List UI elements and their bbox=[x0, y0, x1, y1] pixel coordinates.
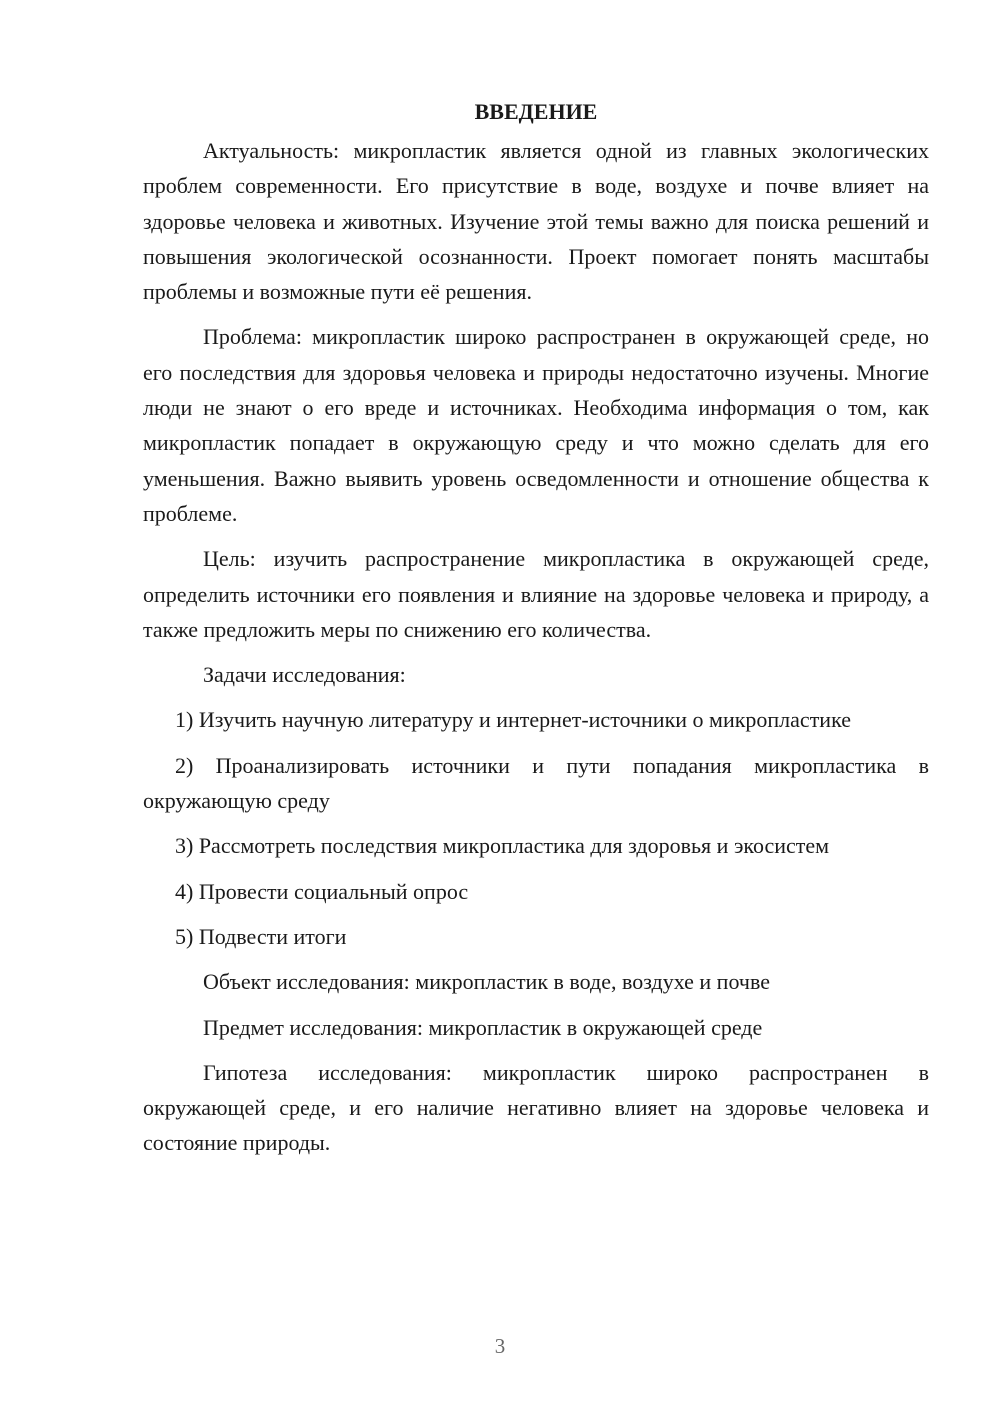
paragraph-problem: Проблема: микропластик широко распространен в окружающей среде, но его последствия для здоровья человека и природы недостаточно изучены. Многие люди не знают о его вреде и источниках. Необходима информация о том, как микропластик попадает в окружающую среду и что можно сделать для его уменьшения. Важно выявить уровень осведомленности и отношение общества к проблеме. bbox=[143, 324, 929, 526]
task-item: 3) Рассмотреть последствия микропластика для здоровья и экосистем bbox=[175, 833, 830, 859]
task-item: 1) Изучить научную литературу и интернет-источники о микропластике bbox=[175, 707, 851, 733]
task-item: 2) Проанализировать источники и пути попадания микропластика в окружающую среду bbox=[143, 752, 929, 814]
page-number: 3 bbox=[494, 1334, 506, 1358]
paragraph-object: Объект исследования: микропластик в воде, воздухе и почве bbox=[203, 969, 770, 995]
tasks-heading: Задачи исследования: bbox=[203, 662, 406, 688]
page-content bbox=[143, 95, 929, 1171]
paragraph-subject: Предмет исследования: микропластик в окружающей среде bbox=[203, 1014, 763, 1040]
paragraph-goal: Цель: изучить распространение микропластика в окружающей среде, определить источники его появления и влияние на здоровье человека и природу, а также предложить меры по снижению его количества. bbox=[143, 546, 929, 642]
paragraph-hypothesis: Гипотеза исследования: микропластик широко распространен в окружающей среде, и его наличие негативно влияет на здоровье человека и состояние природы. bbox=[143, 1059, 929, 1156]
task-item: 5) Подвести итоги bbox=[175, 923, 347, 949]
section-title: ВВЕДЕНИЕ bbox=[474, 99, 598, 124]
task-item: 4) Провести социальный опрос bbox=[175, 878, 469, 904]
paragraph-relevance: Актуальность: микропластик является одной из главных экологических проблем современности. Его присутствие в воде, воздухе и почве влияет на здоровье человека и животных. Изучение этой темы важно для поиска решений и повышения экологической осознанности. Проект помогает понять масштабы проблемы и возможные пути её решения. bbox=[143, 138, 929, 305]
